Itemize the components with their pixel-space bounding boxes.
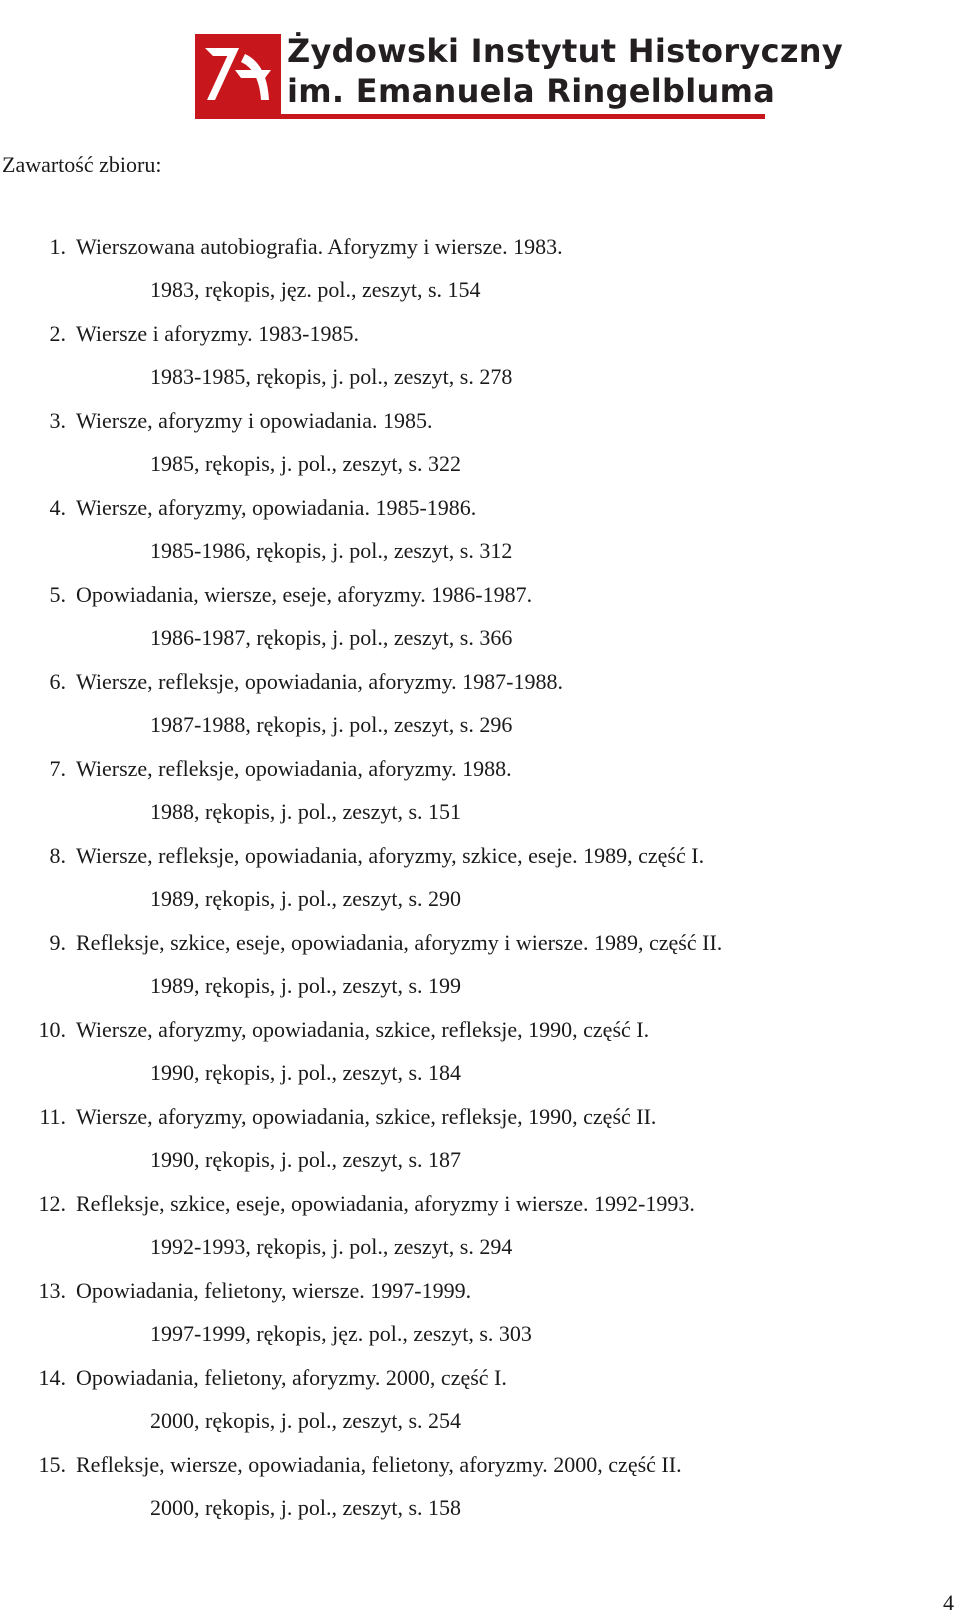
entry-number: 4. bbox=[49, 495, 66, 520]
entry-number: 8. bbox=[49, 843, 66, 868]
entry-description: 1990, rękopis, j. pol., zeszyt, s. 187 bbox=[150, 1147, 462, 1172]
list-item bbox=[0, 226, 960, 313]
entry-title: Wiersze, aforyzmy i opowiadania. 1985. bbox=[76, 408, 433, 433]
entry-number: 5. bbox=[49, 582, 66, 607]
list-item bbox=[0, 1096, 960, 1183]
section-title: Zawartość zbioru: bbox=[2, 152, 162, 177]
entry-number: 9. bbox=[49, 930, 66, 955]
entry-number: 11. bbox=[39, 1104, 66, 1129]
list-item bbox=[0, 922, 960, 1009]
list-item bbox=[0, 1009, 960, 1096]
entry-title: Wiersze i aforyzmy. 1983-1985. bbox=[76, 321, 359, 346]
entry-number: 6. bbox=[49, 669, 66, 694]
entry-description: 1983-1985, rękopis, j. pol., zeszyt, s. 278 bbox=[150, 364, 513, 389]
entry-description: 1990, rękopis, j. pol., zeszyt, s. 184 bbox=[150, 1060, 462, 1085]
list-item bbox=[0, 487, 960, 574]
logo-title-line1: Żydowski Instytut Historyczny bbox=[287, 32, 844, 70]
entry-description: 2000, rękopis, j. pol., zeszyt, s. 254 bbox=[150, 1408, 462, 1433]
list-item bbox=[0, 313, 960, 400]
entry-description: 1992-1993, rękopis, j. pol., zeszyt, s. 294 bbox=[150, 1234, 513, 1259]
entry-title: Refleksje, szkice, eseje, opowiadania, aforyzmy i wiersze. 1989, część II. bbox=[76, 930, 723, 955]
list-item bbox=[0, 1183, 960, 1270]
logo-title-line2: im. Emanuela Ringelbluma bbox=[287, 72, 776, 110]
entry-description: 1985, rękopis, j. pol., zeszyt, s. 322 bbox=[150, 451, 462, 476]
list-item bbox=[0, 661, 960, 748]
entry-description: 1988, rękopis, j. pol., zeszyt, s. 151 bbox=[150, 799, 462, 824]
entry-number: 15. bbox=[38, 1452, 66, 1477]
entry-title: Refleksje, wiersze, opowiadania, felietony, aforyzmy. 2000, część II. bbox=[76, 1452, 682, 1477]
entry-description: 1985-1986, rękopis, j. pol., zeszyt, s. 312 bbox=[150, 538, 513, 563]
institute-logo bbox=[195, 32, 844, 118]
entry-title: Opowiadania, felietony, aforyzmy. 2000, część I. bbox=[76, 1365, 507, 1390]
entry-number: 13. bbox=[38, 1278, 66, 1303]
entry-number: 3. bbox=[49, 408, 66, 433]
entry-title: Wiersze, aforyzmy, opowiadania, szkice, refleksje, 1990, część I. bbox=[76, 1017, 650, 1042]
entry-title: Wiersze, refleksje, opowiadania, aforyzmy. 1988. bbox=[76, 756, 512, 781]
entry-title: Refleksje, szkice, eseje, opowiadania, aforyzmy i wiersze. 1992-1993. bbox=[76, 1191, 695, 1216]
entry-title: Wiersze, refleksje, opowiadania, aforyzmy. 1987-1988. bbox=[76, 669, 564, 694]
entry-title: Wierszowana autobiografia. Aforyzmy i wiersze. 1983. bbox=[76, 234, 563, 259]
entry-number: 12. bbox=[38, 1191, 66, 1216]
entry-description: 1987-1988, rękopis, j. pol., zeszyt, s. 296 bbox=[150, 712, 513, 737]
entry-description: 1989, rękopis, j. pol., zeszyt, s. 290 bbox=[150, 886, 462, 911]
list-item bbox=[0, 574, 960, 661]
entry-number: 10. bbox=[38, 1017, 66, 1042]
list-item bbox=[0, 835, 960, 922]
entry-description: 1989, rękopis, j. pol., zeszyt, s. 199 bbox=[150, 973, 462, 998]
entry-number: 14. bbox=[38, 1365, 66, 1390]
page-number: 4 bbox=[943, 1590, 954, 1615]
entry-number: 7. bbox=[49, 756, 66, 781]
list-item bbox=[0, 748, 960, 835]
entry-title: Wiersze, aforyzmy, opowiadania, szkice, refleksje, 1990, część II. bbox=[76, 1104, 657, 1129]
entry-description: 2000, rękopis, j. pol., zeszyt, s. 158 bbox=[150, 1495, 462, 1520]
entry-description: 1997-1999, rękopis, jęz. pol., zeszyt, s. 303 bbox=[150, 1321, 532, 1346]
entry-description: 1983, rękopis, jęz. pol., zeszyt, s. 154 bbox=[150, 277, 481, 302]
entry-title: Wiersze, aforyzmy, opowiadania. 1985-1986. bbox=[76, 495, 477, 520]
entry-number: 1. bbox=[49, 234, 66, 259]
entry-title: Wiersze, refleksje, opowiadania, aforyzmy, szkice, eseje. 1989, część I. bbox=[76, 843, 705, 868]
entry-number: 2. bbox=[49, 321, 66, 346]
entry-title: Opowiadania, felietony, wiersze. 1997-1999. bbox=[76, 1278, 472, 1303]
entry-title: Opowiadania, wiersze, eseje, aforyzmy. 1986-1987. bbox=[76, 582, 533, 607]
list-item bbox=[0, 1444, 960, 1531]
entry-description: 1986-1987, rękopis, j. pol., zeszyt, s. 366 bbox=[150, 625, 513, 650]
list-item bbox=[0, 1270, 960, 1357]
collection-contents-list bbox=[0, 226, 960, 1531]
list-item bbox=[0, 1357, 960, 1444]
logo-underline bbox=[195, 114, 765, 119]
zih-logo-icon bbox=[195, 34, 281, 114]
list-item bbox=[0, 400, 960, 487]
